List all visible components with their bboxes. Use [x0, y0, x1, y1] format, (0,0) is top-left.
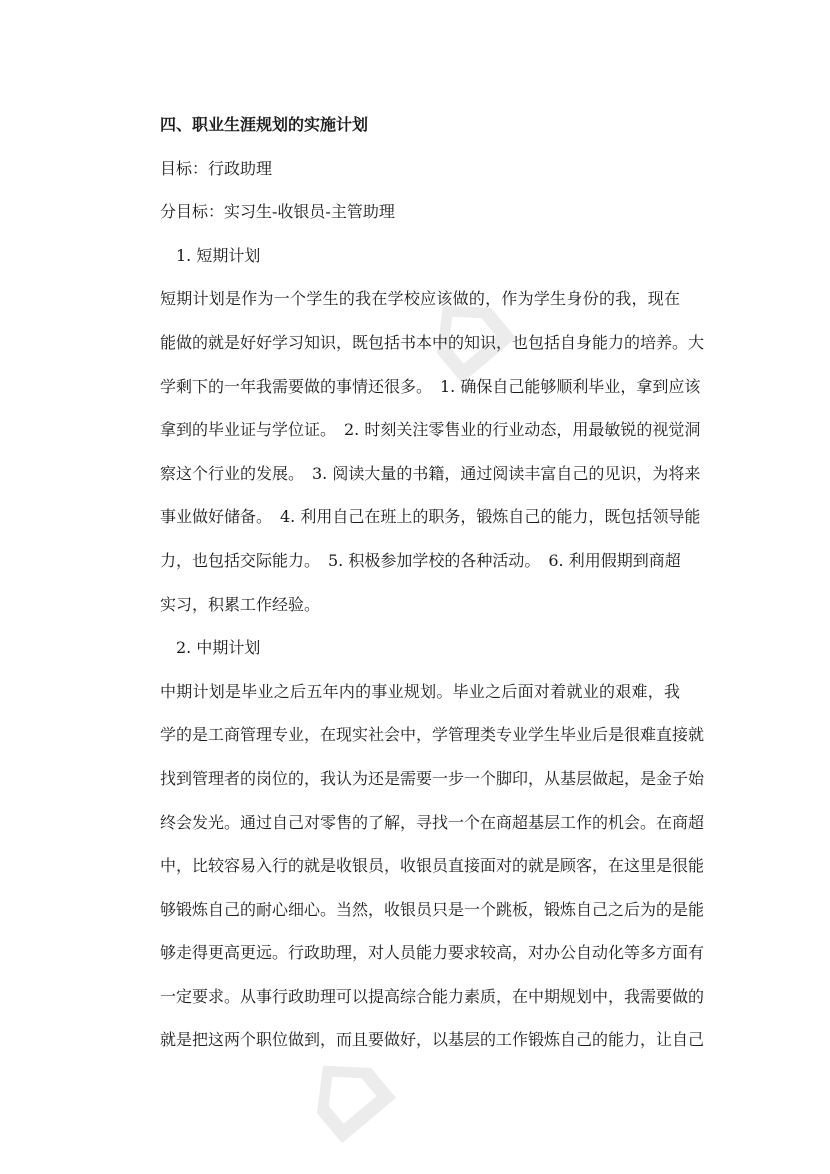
text-line: 学的是工商管理专业，在现实社会中，学管理类专业学生毕业后是很难直接就: [160, 725, 705, 745]
text-line: 实习，积累工作经验。: [160, 594, 321, 614]
goal-line: 目标：行政助理: [160, 158, 273, 178]
text-line: 一定要求。从事行政助理可以提高综合能力素质，在中期规划中，我需要做的: [160, 986, 705, 1006]
mid-term-heading: 2. 中期计划: [176, 638, 261, 658]
subgoal-line: 分目标：实习生-收银员-主管助理: [160, 202, 395, 222]
text-line: 够锻炼自己的耐心细心。当然，收银员只是一个跳板，锻炼自己之后为的是能: [160, 899, 705, 919]
text-line: 学剩下的一年我需要做的事情还很多。 1. 确保自己能够顺利毕业，拿到应该: [160, 376, 701, 396]
text-line: 找到管理者的岗位的，我认为还是需要一步一个脚印，从基层做起，是金子始: [160, 768, 705, 788]
section-heading: 四、职业生涯规划的实施计划: [160, 115, 369, 134]
text-line: 中期计划是毕业之后五年内的事业规划。毕业之后面对着就业的艰难，我: [160, 681, 680, 701]
text-line: 终会发光。通过自己对零售的了解，寻找一个在商超基层工作的机会。在商超: [160, 812, 705, 832]
mid-term-paragraph: [160, 670, 705, 1062]
document-page: [160, 103, 705, 1062]
short-term-heading: 1. 短期计划: [176, 245, 261, 265]
text-line: 拿到的毕业证与学位证。 2. 时刻关注零售业的行业动态，用最敏锐的视觉洞: [160, 420, 701, 440]
text-line: 事业做好储备。 4. 利用自己在班上的职务，锻炼自己的能力，既包括领导能: [160, 507, 701, 527]
text-line: 察这个行业的发展。 3. 阅读大量的书籍，通过阅读丰富自己的见识，为将来: [160, 463, 701, 483]
text-line: 够走得更高更远。行政助理，对人员能力要求较高，对办公自动化等多方面有: [160, 943, 705, 963]
text-line: 中，比较容易入行的就是收银员，收银员直接面对的就是顾客，在这里是很能: [160, 856, 705, 876]
watermark: ⌂: [265, 1008, 421, 1171]
text-line: 就是把这两个职位做到，而且要做好，以基层的工作锻炼自己的能力，让自己: [160, 1030, 705, 1050]
short-term-paragraph: [160, 277, 705, 626]
watermark: ⌂: [385, 248, 541, 411]
text-line: 力，也包括交际能力。 5. 积极参加学校的各种活动。 6. 利用假期到商超: [160, 550, 681, 570]
text-line: 短期计划是作为一个学生的我在学校应该做的，作为学生身份的我，现在: [160, 289, 680, 309]
text-line: 能做的就是好好学习知识，既包括书本中的知识，也包括自身能力的培养。大: [160, 332, 705, 352]
